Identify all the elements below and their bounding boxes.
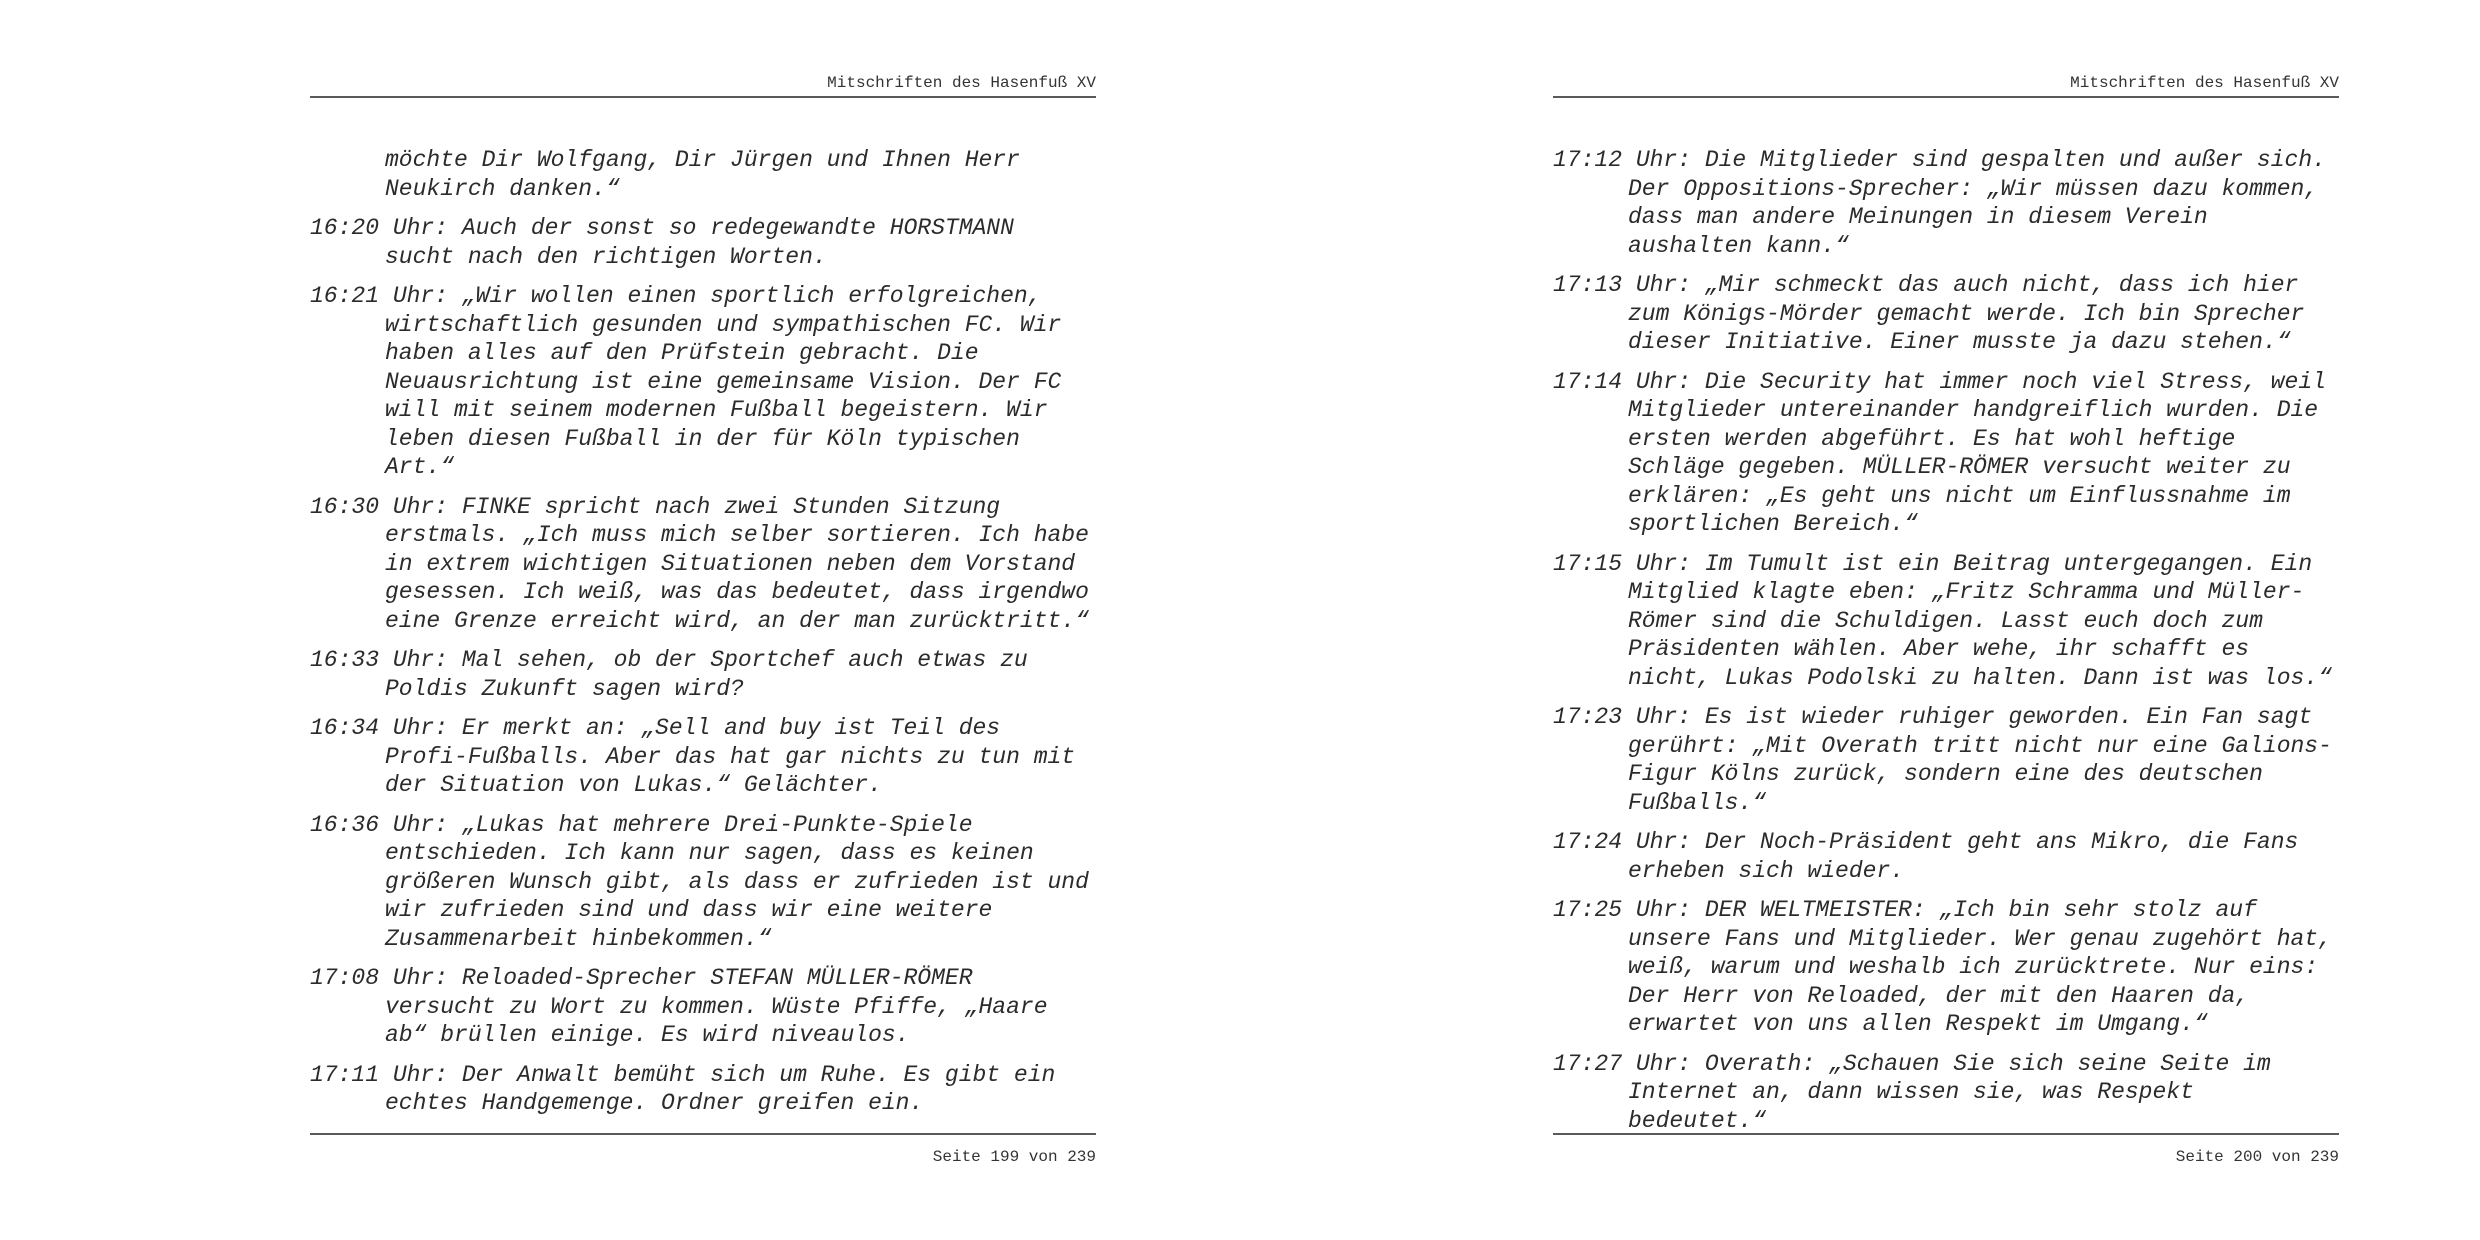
right-page [1553,0,2339,1240]
running-header-title: Mitschriften des Hasenfuß XV [2070,74,2339,92]
page-number: Seite 200 von 239 [2175,1148,2339,1166]
header-rule [1553,96,2339,98]
footer-rule [310,1133,1096,1135]
log-entry: 17:12 Uhr: Die Mitglieder sind gespalten und außer sich. Der Oppositions-Sprecher: „Wir müssen dazu kommen, dass man andere Meinungen in diesem Verein aushalten kann.“ [1553,147,2326,259]
log-entry: 16:30 Uhr: FINKE spricht nach zwei Stunden Sitzung erstmals. „Ich muss mich selber sortieren. Ich habe in extrem wichtigen Situationen neben dem Vorstand gesessen. Ich weiß, was das bedeutet, dass irgendwo eine Grenze erreicht wird, an der man zurücktritt.“ [310,493,1089,634]
log-entry: 17:27 Uhr: Overath: „Schauen Sie sich seine Seite im Internet an, dann wissen sie, was Respekt bedeutet.“ [1553,1050,2271,1134]
log-entry: 16:21 Uhr: „Wir wollen einen sportlich erfolgreichen, wirtschaftlich gesunden und sympathischen FC. Wir haben alles auf den Prüfstein gebracht. Die Neuausrichtung ist eine gemeinsame Vision. Der FC will mit seinem modernen Fußball begeistern. Wir leben diesen Fußball in der für Köln typischen Art.“ [310,283,1062,480]
log-entry: 17:14 Uhr: Die Security hat immer noch viel Stress, weil Mitglieder untereinander handgreiflich wurden. Die ersten werden abgeführt. Es hat wohl heftige Schläge gegeben. MÜLLER-RÖMER versucht weiter zu erklären: „Es geht uns nicht um Einflussnahme im sportlichen Bereich.“ [1553,368,2326,537]
left-page [310,0,1096,1240]
footer-rule [1553,1133,2339,1135]
log-entry: 16:36 Uhr: „Lukas hat mehrere Drei-Punkte-Spiele entschieden. Ich kann nur sagen, dass es keinen größeren Wunsch gibt, als dass er zufrieden ist und wir zufrieden sind und dass wir eine weitere Zusammenarbeit hinbekommen.“ [310,811,1089,952]
page-number: Seite 199 von 239 [932,1148,1096,1166]
log-entry: 17:15 Uhr: Im Tumult ist ein Beitrag untergegangen. Ein Mitglied klagte eben: „Fritz Schramma und Müller-Römer sind die Schuldigen. Lasst euch doch zum Präsidenten wählen. Aber wehe, ihr schafft es nicht, Lukas Podolski zu halten. Dann ist was los.“ [1553,550,2332,691]
running-header-title: Mitschriften des Hasenfuß XV [827,74,1096,92]
log-entry: 17:24 Uhr: Der Noch-Präsident geht ans Mikro, die Fans erheben sich wieder. [1553,829,2299,884]
log-entry: 16:34 Uhr: Er merkt an: „Sell and buy ist Teil des Profi-Fußballs. Aber das hat gar nichts zu tun mit der Situation von Lukas.“ Gelächter. [310,715,1076,798]
log-entry: möchte Dir Wolfgang, Dir Jürgen und Ihnen Herr Neukirch danken.“ [385,147,1020,202]
header-rule [310,96,1096,98]
left-page-body [310,146,1096,1129]
log-entry: 17:25 Uhr: DER WELTMEISTER: „Ich bin sehr stolz auf unsere Fans und Mitglieder. Wer genau zugehört hat, weiß, warum und weshalb ich zurücktrete. Nur eins: Der Herr von Reloaded, der mit den Haaren da, erwartet von uns allen Respekt im Umgang.“ [1553,897,2332,1037]
log-entry: 16:33 Uhr: Mal sehen, ob der Sportchef auch etwas zu Poldis Zukunft sagen wird? [310,647,1028,702]
log-entry: 17:23 Uhr: Es ist wieder ruhiger geworden. Ein Fan sagt gerührt: „Mit Overath tritt nicht nur eine Galions-Figur Kölns zurück, sondern eine des deutschen Fußballs.“ [1553,704,2332,816]
log-entry: 16:20 Uhr: Auch der sonst so redegewandte HORSTMANN sucht nach den richtigen Worten. [310,215,1014,270]
log-entry: 17:13 Uhr: „Mir schmeckt das auch nicht, dass ich hier zum Königs-Mörder gemacht werde. Ich bin Sprecher dieser Initiative. Einer musste ja dazu stehen.“ [1553,272,2305,355]
log-entry: 17:11 Uhr: Der Anwalt bemüht sich um Ruhe. Es gibt ein echtes Handgemenge. Ordner greifen ein. [310,1061,1056,1116]
right-page-body [1553,146,2339,1146]
log-entry: 17:08 Uhr: Reloaded-Sprecher STEFAN MÜLLER-RÖMER versucht zu Wort zu kommen. Wüste Pfiffe, „Haare ab“ brüllen einige. Es wird niveaulos. [310,965,1048,1048]
